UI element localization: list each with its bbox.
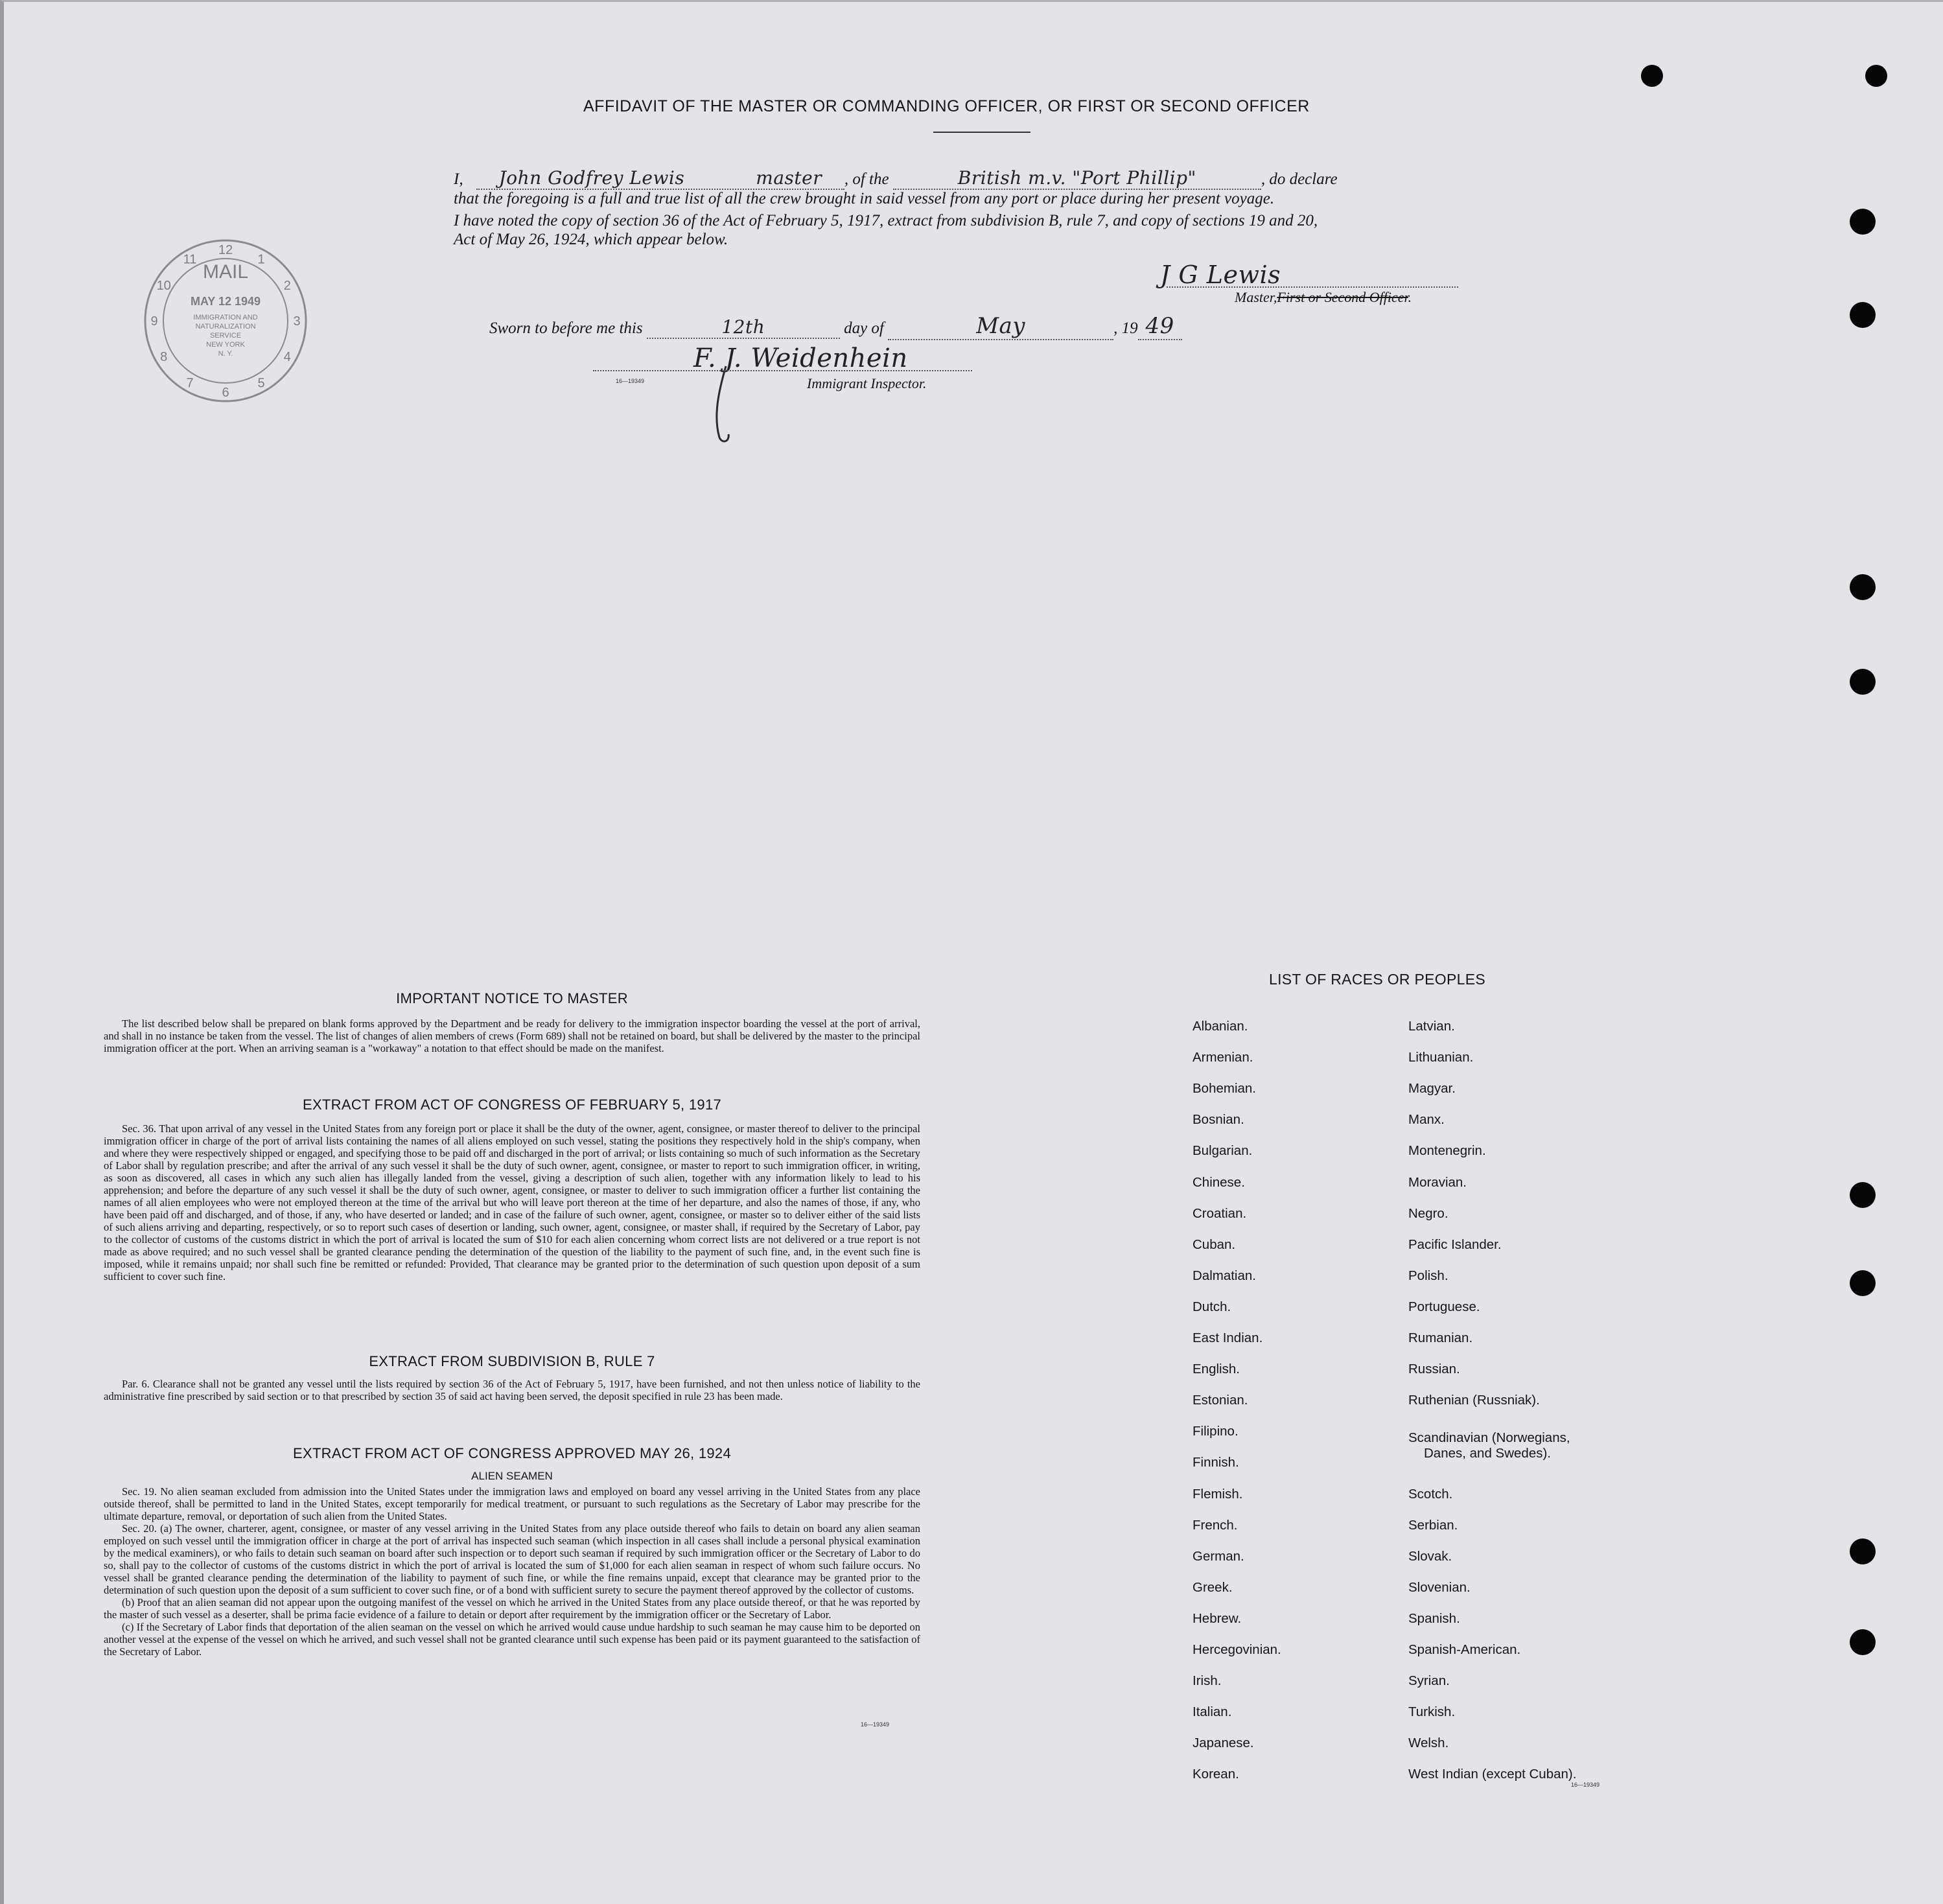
race-item-continuation: Danes, and Swedes).	[1424, 1446, 1552, 1461]
stamp-ring-number: 11	[183, 252, 197, 267]
race-item: Armenian.	[1193, 1050, 1253, 1065]
inspector-line	[593, 370, 972, 371]
punch-hole	[1850, 302, 1876, 328]
stamp-line-3: SERVICE	[209, 332, 242, 340]
race-item: Bohemian.	[1193, 1081, 1257, 1096]
race-item: Ruthenian (Russniak).	[1408, 1393, 1540, 1408]
race-item: Lithuanian.	[1408, 1050, 1474, 1065]
race-item: Korean.	[1193, 1767, 1239, 1782]
race-item: Croatian.	[1193, 1206, 1247, 1221]
stamp-ring-number: 3	[293, 314, 301, 329]
sworn-month-handwritten: May	[888, 313, 1113, 340]
form-number: 16—19349	[616, 378, 645, 384]
form-number: 16—19349	[1571, 1782, 1600, 1788]
rule-7-body	[104, 1378, 920, 1402]
race-item: Slovak.	[1408, 1549, 1452, 1564]
name-and-rank-field	[476, 167, 844, 190]
extract-1924-title: EXTRACT FROM ACT OF CONGRESS APPROVED MAY 26, 1924	[293, 1445, 731, 1461]
race-item: Estonian.	[1193, 1393, 1248, 1408]
punch-hole	[1850, 574, 1876, 600]
race-item: Negro.	[1408, 1206, 1449, 1221]
punch-hole	[1850, 1629, 1876, 1655]
vessel-name-handwritten: British m.v. "Port Phillip"	[893, 167, 1261, 190]
punch-hole	[1850, 669, 1876, 695]
race-item: Dalmatian.	[1193, 1268, 1256, 1283]
race-item: Filipino.	[1193, 1424, 1239, 1439]
race-item: Moravian.	[1408, 1175, 1467, 1190]
notice-body	[104, 1017, 920, 1054]
race-item: Spanish.	[1408, 1611, 1460, 1626]
race-item: West Indian (except Cuban).	[1408, 1767, 1577, 1782]
sworn-line	[489, 313, 1182, 340]
notice-title: IMPORTANT NOTICE TO MASTER	[396, 990, 628, 1006]
race-item: Albanian.	[1193, 1019, 1248, 1034]
punch-hole	[1850, 1182, 1876, 1208]
race-item: Flemish.	[1193, 1487, 1243, 1502]
section-20c-paragraph: (c) If the Secretary of Labor finds that deportation of the alien seaman on the vessel on which he arrived would cause undue hardship to such seaman he may cause him to be deported on another vessel at the expense of the vessel on which he arrived, and such vessel shall not be granted clearance until such expense has been paid or its payment guaranteed to the satisfaction of the Secretary of Labor.	[104, 1621, 920, 1658]
race-item: Hercegovinian.	[1193, 1642, 1281, 1657]
notice-paragraph: The list described below shall be prepared on blank forms approved by the Department and be ready for delivery to the immigration inspector boarding the vessel at the port of arrival, and shall in no instance be taken from the vessel. The list of changes of alien members of crews (Form 689) shall not be retained on board, but shall be delivered by the master to the principal immigration officer at the port. When an arriving seaman is a "workaway" a notation to that effect should be made on the manifest.	[104, 1017, 920, 1054]
race-item: Bosnian.	[1193, 1112, 1244, 1127]
race-item: Portuguese.	[1408, 1299, 1480, 1314]
divider	[933, 132, 1030, 133]
race-item: East Indian.	[1193, 1330, 1263, 1345]
race-item: Montenegrin.	[1408, 1143, 1486, 1158]
stamp-line-1: IMMIGRATION AND	[193, 314, 258, 321]
race-item: Welsh.	[1408, 1736, 1449, 1750]
master-period: .	[1408, 289, 1412, 305]
stamp-line-4: NEW YORK	[206, 341, 245, 349]
stamp-ring-number: 7	[186, 376, 194, 391]
race-item: Russian.	[1408, 1362, 1460, 1376]
affidavit-line-1	[454, 167, 1338, 190]
stamp-line-2: NATURALIZATION	[195, 323, 256, 331]
alien-seamen-subtitle: ALIEN SEAMEN	[471, 1470, 553, 1482]
race-item: Latvian.	[1408, 1019, 1455, 1034]
stamp-ring-number: 9	[150, 314, 158, 329]
stamp-ring-number: 2	[283, 279, 291, 293]
master-label: Master,	[1235, 289, 1277, 305]
race-item: Japanese.	[1193, 1736, 1254, 1750]
race-item: Scotch.	[1408, 1487, 1453, 1502]
race-item: Cuban.	[1193, 1237, 1236, 1252]
stamp-ring-number: 10	[156, 279, 171, 293]
inspector-signature: F. J. Weidenhein	[693, 343, 908, 373]
race-item: Bulgarian.	[1193, 1143, 1253, 1158]
stamp-ring-number: 4	[283, 350, 291, 364]
extract-1917-body	[104, 1122, 920, 1283]
punch-hole	[1850, 1538, 1876, 1564]
stamp-ring-number: 12	[218, 243, 233, 257]
race-item: Pacific Islander.	[1408, 1237, 1502, 1252]
punch-hole	[1850, 1270, 1876, 1296]
sworn-day-handwritten: 12th	[647, 316, 840, 339]
section-20b-paragraph: (b) Proof that an alien seaman did not appear upon the outgoing manifest of the vessel on which he arrived in the United States from any place outside thereof, or that he was reported by the master of such vessel as a deserter, shall be prima facie evidence of a failure to detain or deport after requirement by the immigration officer or the Secretary of Labor.	[104, 1596, 920, 1621]
stamp-mail: MAIL	[202, 261, 249, 283]
master-name-handwritten: John Godfrey Lewis	[498, 167, 685, 189]
affidavit-i: I,	[454, 170, 463, 188]
stamp-date: MAY 12 1949	[190, 295, 261, 308]
section-20a-paragraph: Sec. 20. (a) The owner, charterer, agent, consignee, or master of any vessel arriving in the United States from any place outside thereof who fails to detain on board any alien seaman employed on such vessel until the immigration officer in charge at the port of arrival has inspected such seaman (which inspection in all cases shall include a personal physical examination by the medical examiners), or who fails to detain such seaman on board after such inspection or to deport such seaman if required by such immigration officer or the Secretary of Labor to do so, shall pay to the collector of customs of the customs district in which the port of arrival is located the sum of $1,000 for each alien seaman in respect of whom such failure occurs. No vessel shall be granted clearance pending the determination of the liability to payment of such fine, or while the fine remains unpaid, except that clearance may be granted prior to the determination of such question upon the deposit of a sum sufficient to cover such fine, or of a bond with sufficient surety to secure the payment thereof approved by the collector of customs.	[104, 1522, 920, 1596]
of-the-text: , of the	[844, 170, 889, 188]
signature-flourish	[706, 363, 745, 447]
master-rank-handwritten: master	[756, 167, 822, 189]
race-item: French.	[1193, 1518, 1238, 1533]
year-prefix: , 19	[1113, 319, 1138, 337]
races-title: LIST OF RACES OR PEOPLES	[1269, 971, 1485, 988]
race-item: Magyar.	[1408, 1081, 1456, 1096]
sworn-year-handwritten: 49	[1138, 313, 1182, 340]
mail-received-stamp	[141, 237, 310, 405]
punch-hole	[1850, 209, 1876, 235]
do-declare-text: , do declare	[1261, 170, 1338, 188]
extract-1917-title: EXTRACT FROM ACT OF CONGRESS OF FEBRUARY 5, 1917	[302, 1097, 722, 1113]
race-item: Finnish.	[1193, 1455, 1239, 1470]
race-item: Hebrew.	[1193, 1611, 1242, 1626]
race-item: Greek.	[1193, 1580, 1233, 1595]
race-item: Serbian.	[1408, 1518, 1458, 1533]
race-item: Rumanian.	[1408, 1330, 1473, 1345]
race-item: English.	[1193, 1362, 1240, 1376]
sworn-prefix: Sworn to before me this	[489, 319, 643, 337]
form-number: 16—19349	[861, 1721, 890, 1728]
affidavit-title: AFFIDAVIT OF THE MASTER OR COMMANDING OFFICER, OR FIRST OR SECOND OFFICER	[583, 97, 1310, 115]
race-item: Manx.	[1408, 1112, 1445, 1127]
race-item: Spanish-American.	[1408, 1642, 1521, 1657]
master-signature: J G Lewis	[1160, 261, 1281, 289]
stamp-ring-number: 1	[257, 252, 265, 267]
affidavit-line-3: I have noted the copy of section 36 of the Act of February 5, 1917, extract from subdivision B, rule 7, and copy of sections 19 and 20,	[454, 212, 1318, 229]
inspector-label: Immigrant Inspector.	[807, 375, 927, 391]
race-item: Slovenian.	[1408, 1580, 1471, 1595]
stamp-ring-number: 6	[222, 386, 229, 400]
par-6-paragraph: Par. 6. Clearance shall not be granted any vessel until the lists required by section 36 of the Act of February 5, 1917, have been furnished, and not then unless notice of liability to the administrative fine prescribed by said section or to that prescribed by section 35 of said act having been served, the deposit specified in rule 23 has been made.	[104, 1378, 920, 1402]
struck-officer-label: First or Second Officer	[1277, 289, 1408, 305]
extract-1924-body	[104, 1485, 920, 1658]
race-item: Polish.	[1408, 1268, 1449, 1283]
section-36-paragraph: Sec. 36. That upon arrival of any vessel in the United States from any foreign port or place it shall be the duty of the owner, agent, consignee, or master thereof to deliver to the principal immigration officer in charge of the port of arrival lists containing the names of all aliens employed on such vessel, stating the positions they respectively hold in the ship's company, when and where they were respectively shipped or engaged, and specifying those to be paid off and discharged in the port of arrival; or lists containing so much of such information as the Secretary of Labor shall by regulation prescribe; and after the arrival of any such vessel it shall be the duty of such owner, agent, consignee, or master to report to such immigration officer, in writing, as soon as discovered, all cases in which any such alien has illegally landed from the vessel, giving a description of such alien, together with any information likely to lead to his apprehension; and before the departure of any such vessel it shall be the duty of such owner, agent, consignee, or master to deliver to such immigration officer a further list containing the names of all alien employees who were not employed thereon at the time of the arrival but who will leave port thereon at the time of her departure, and also the names of those, if any, who have been paid off and discharged, and of those, if any, who have deserted or landed; and in case of the failure of such owner, agent, consignee, or master so to deliver either of the said lists of such aliens arriving and departing, respectively, or so to report such cases of desertion or landing, such owner, agent, consignee, or master shall, if required by the Secretary of Labor, pay to the collector of customs of the customs district in which the port of arrival is located the sum of $10 for each alien concerning whom correct lists are not delivered or a true report is not made as above required; and no such vessel shall be granted clearance pending the determination of the question of the liability to the payment of such fine, and, in the event such fine is imposed, while it remains unpaid; nor shall such fine be remitted or refunded: Provided, That clearance may be granted prior to the determination of such question upon deposit of a sum sufficient to cover such fine.	[104, 1122, 920, 1283]
day-of-text: day of	[844, 319, 884, 337]
stamp-ring-number: 5	[257, 376, 265, 391]
punch-hole	[1865, 65, 1887, 87]
race-item: Italian.	[1193, 1704, 1232, 1719]
rule-7-title: EXTRACT FROM SUBDIVISION B, RULE 7	[369, 1353, 655, 1369]
affidavit-line-4: Act of May 26, 1924, which appear below.	[454, 231, 728, 248]
race-item: Turkish.	[1408, 1704, 1456, 1719]
signature-line	[1167, 286, 1458, 288]
race-item: Scandinavian (Norwegians,	[1408, 1430, 1570, 1445]
master-title-label	[1235, 289, 1412, 306]
stamp-ring-number: 8	[160, 350, 168, 364]
stamp-line-5: N. Y.	[218, 350, 233, 358]
race-item: Irish.	[1193, 1673, 1222, 1688]
affidavit-line-2: that the foregoing is a full and true list of all the crew brought in said vessel from any port or place during her present voyage.	[454, 190, 1275, 207]
race-item: Chinese.	[1193, 1175, 1245, 1190]
race-item: Syrian.	[1408, 1673, 1450, 1688]
race-item: German.	[1193, 1549, 1244, 1564]
race-item: Dutch.	[1193, 1299, 1231, 1314]
section-19-paragraph: Sec. 19. No alien seaman excluded from admission into the United States under the immigration laws and employed on board any vessel arriving in the United States from any place outside thereof, shall be permitted to land in the United States, except temporarily for medical treatment, or pursuant to such regulations as the Secretary of Labor may prescribe for the ultimate departure, removal, or deportation of such alien from the United States.	[104, 1485, 920, 1522]
punch-hole	[1641, 65, 1663, 87]
